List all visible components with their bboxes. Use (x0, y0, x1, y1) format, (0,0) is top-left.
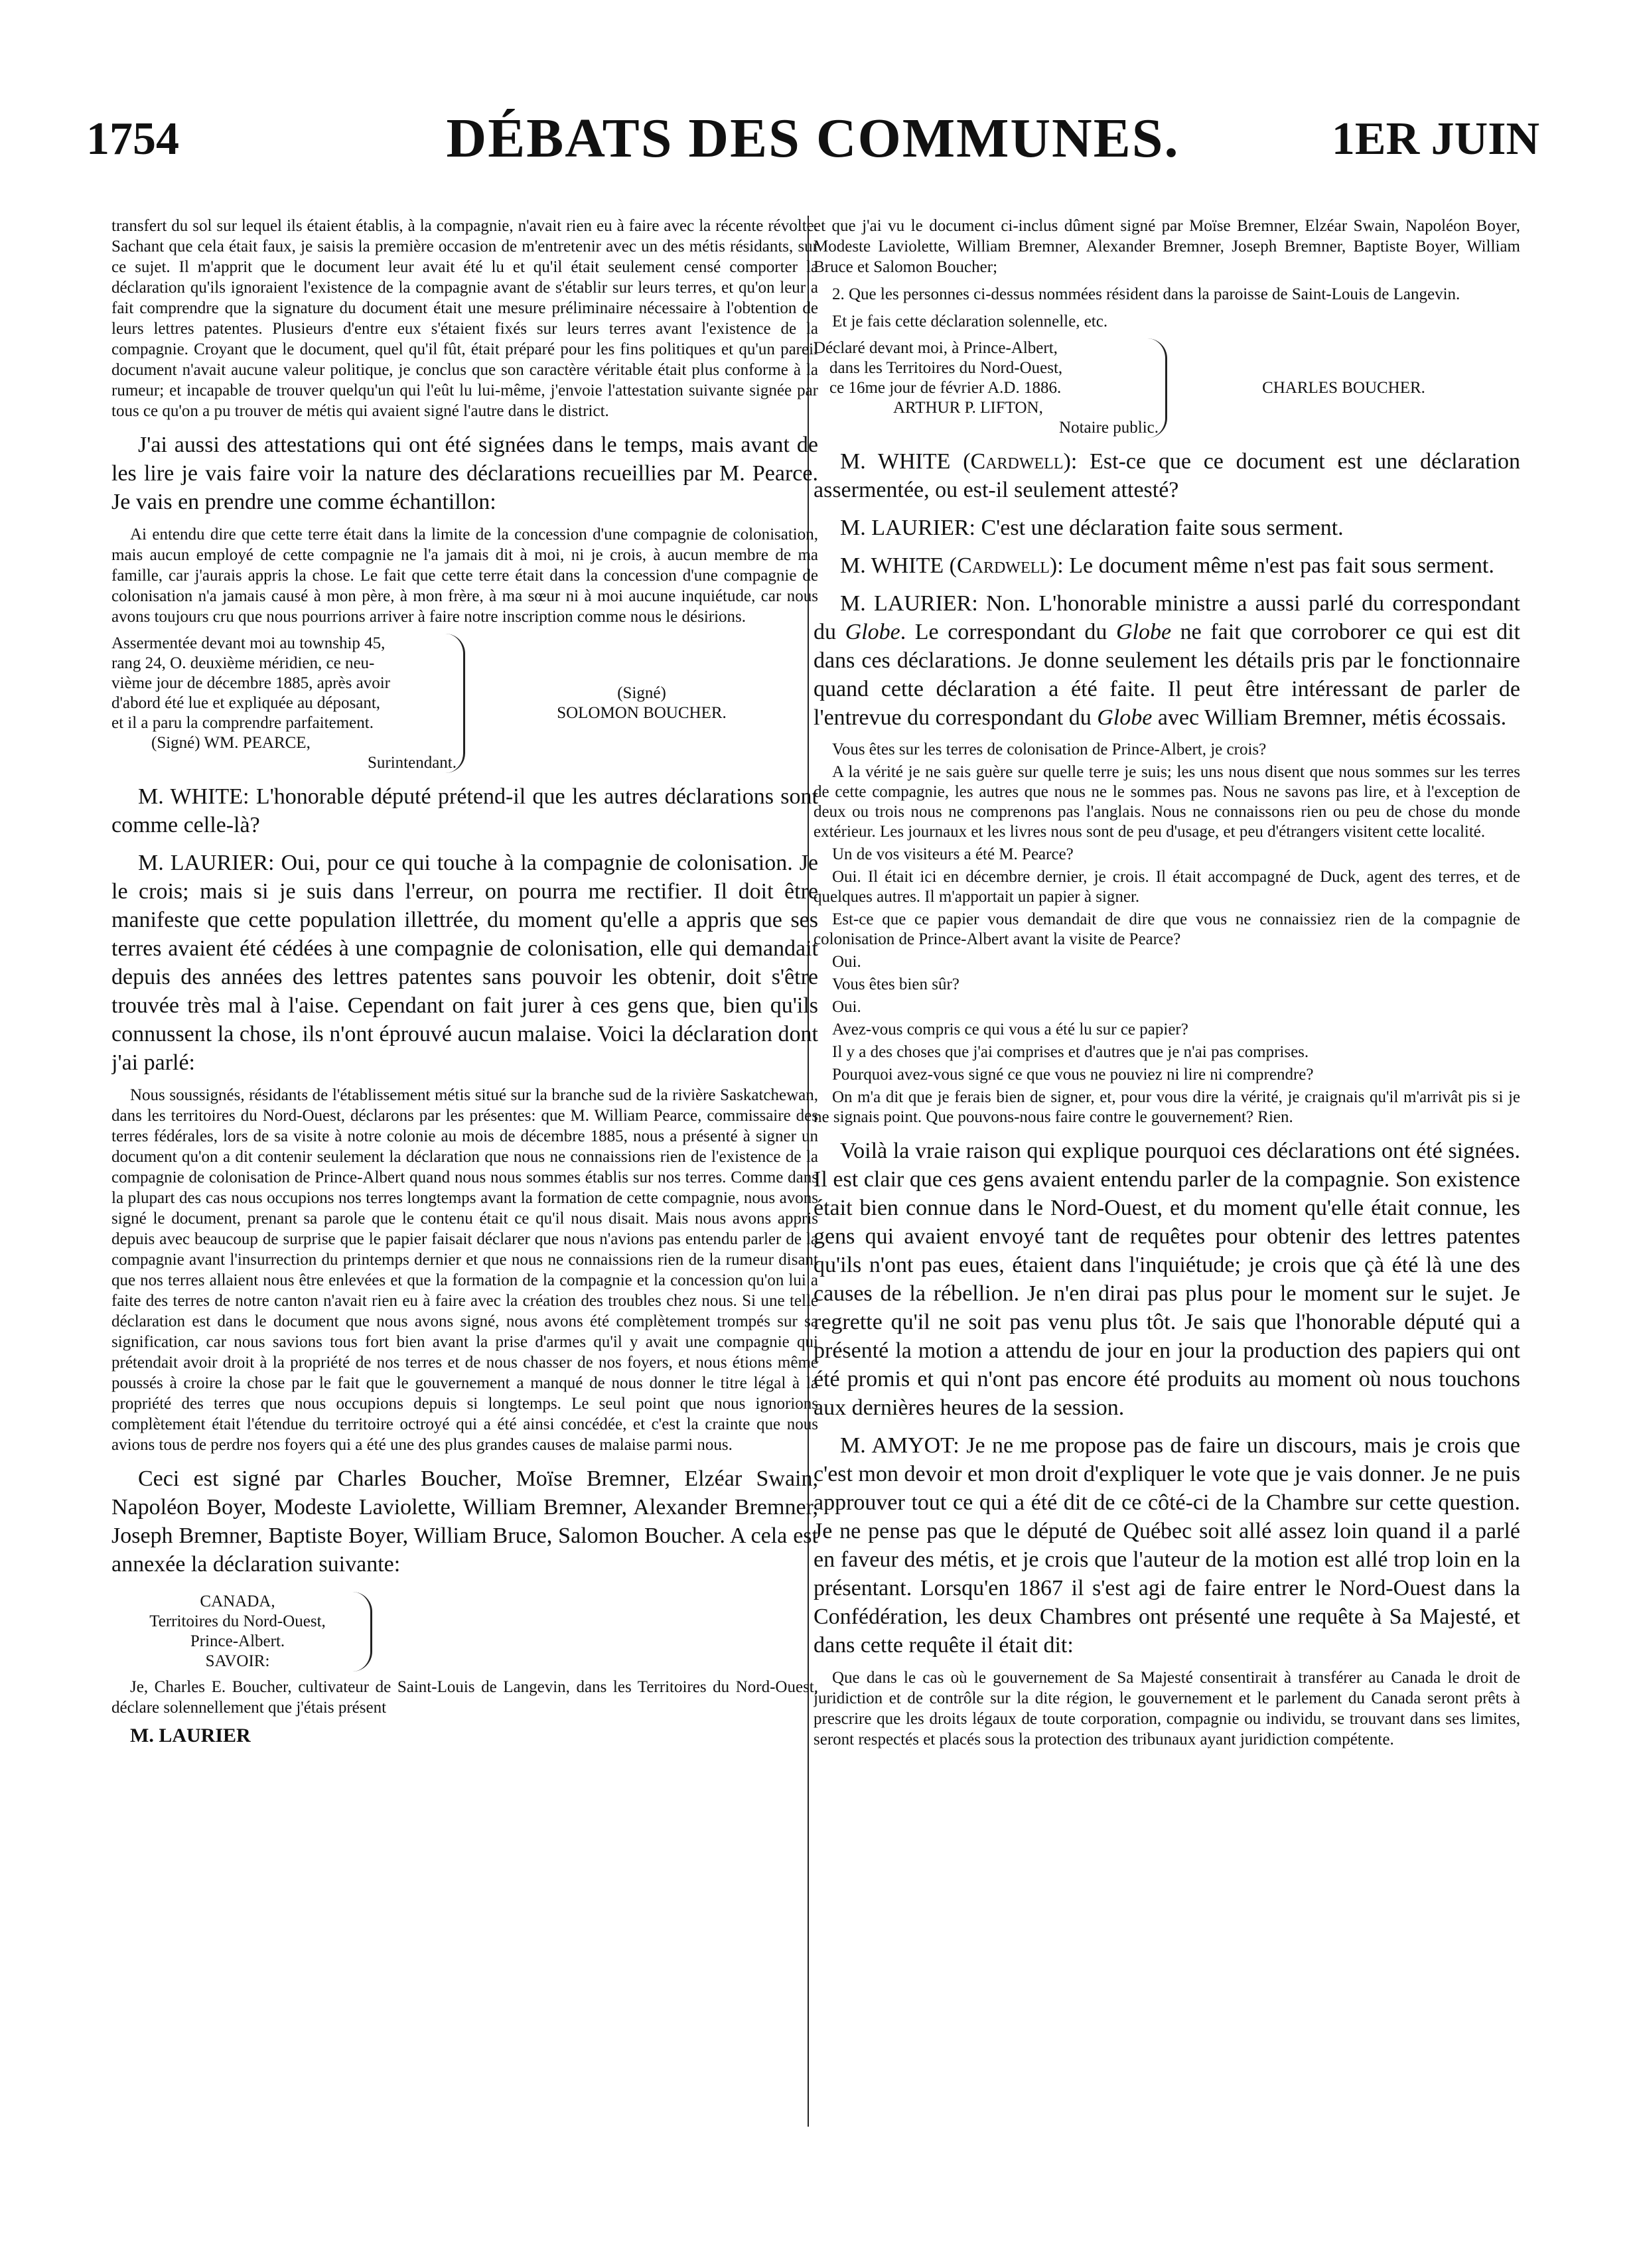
speaker-name: M. WHITE (Cardwell): (840, 449, 1078, 474)
sworn-title: Surintendant. (367, 754, 457, 772)
declared-line: Notaire public. (1059, 419, 1159, 437)
interview-answer: Oui. Il était ici en décembre dernier, je crois. Il était accompagné de Duck, agent des terres, et de quelques autres. Il m'apportait un papier à signer. (814, 868, 1520, 906)
speech-text: C'est une déclaration faite sous serment. (981, 516, 1344, 540)
declared-line: Déclaré devant moi, à Prince-Albert, (814, 339, 1058, 357)
speaker-name: M. WHITE (Cardwell): (840, 553, 1064, 578)
signature-block (111, 634, 818, 773)
newspaper-name: Globe (845, 620, 900, 644)
right-column (814, 216, 1520, 2127)
speaker-name: M. LAURIER: (138, 851, 275, 875)
declared-line: ce 16me jour de février A.D. 1886. (829, 379, 1062, 397)
speech-text: Le document même n'est pas fait sous serment. (1069, 553, 1494, 578)
interview-question: Avez-vous compris ce qui vous a été lu sur ce papier? (832, 1021, 1188, 1038)
speaker-name: M. AMYOT: (840, 1433, 960, 1458)
speech-text: Oui, pour ce qui touche à la compagnie de colonisation. Je le crois; mais si je suis dans l'erreur, on pourra me rectifier. Il doit être manifeste que cette population illettrée, du moment qu'elle a appris que ses terres avaient été cédées à une compagnie de colonisation, elle qui demandait depuis des années des lettres patentes sans pouvoir les obtenir, doit s'être trouvée très mal à l'aise. Cependant on fait jurer à ces gens que, bien qu'ils connussent la chose, ils n'ont éprouvé aucun malaise. Voici la déclaration dont j'ai parlé: (111, 851, 818, 1075)
quoted-statement: Ai entendu dire que cette terre était dans la limite de la concession d'une compagnie de colonisation, mais aucun employé de cette compagnie ne l'a jamais dit à moi, ni je crois, à aucun membre de ma famille, car j'aurais appris la chose. Le fait que cette terre était dans la concession d'une compagnie de colonisation n'a jamais causé à mon père, à mon frère, à ma sœur ni à moi aucune inquiétude, car nous avons toujours cru que nous pourrions arriver à faire notre inscription comme nous le désirions. (111, 526, 818, 626)
signature-block (814, 338, 1520, 438)
interview-question: Vous êtes bien sûr? (832, 975, 960, 993)
sworn-line: et il a paru la comprendre parfaitement. (111, 714, 374, 732)
speech-text: avec William Bremner, métis écossais. (1152, 705, 1507, 730)
interview-answer: Oui. (832, 953, 861, 971)
speech-text: Est-ce que ce document est une déclaration assermentée, ou est-il seulement attesté? (814, 449, 1520, 502)
quoted-petition: Que dans le cas où le gouvernement de Sa Majesté consentirait à transférer au Canada le droit de juridiction et de contrôle sur la dite région, le gouvernement et le parlement du Canada seront prêts à prescrire que les droits légaux de toute corporation, compagnie ou individu, se trouvant dans ses limites, seront respectés et placés sous la protection des tribunaux ayant juridiction compétente. (814, 1669, 1520, 1748)
interview-question: Un de vos visiteurs a été M. Pearce? (832, 845, 1074, 863)
speaker-name: M. LAURIER: (840, 516, 975, 540)
speech-text: Non. L'honorable ministre a aussi parlé du correspondant du (814, 591, 1520, 644)
venue-line: CANADA, (200, 1593, 275, 1610)
declared-line: ARTHUR P. LIFTON, (893, 399, 1043, 417)
speaker-name: M. LAURIER: (840, 591, 978, 616)
interview-question: Vous êtes sur les terres de colonisation de Prince-Albert, je crois? (832, 741, 1267, 758)
speech (814, 551, 1520, 580)
speech-text: Je ne me propose pas de faire un discours, mais je crois que c'est mon devoir et mon droit d'expliquer le vote que je vais donner. Je ne puis approuver tout ce qui a été dit de ce côté-ci de la Chambre sur cette question. Je ne pense pas que le député de Québec soit allé assez loin quand il a parlé en faveur des métis, et je crois que l'auteur de la motion est allé trop loin en la présentant. Lorsqu'en 1867 il s'est agi de faire entrer le Nord-Ouest dans la Confédération, les deux Chambres ont présenté une requête à Sa Majesté, et dans cette requête il était dit: (814, 1433, 1520, 1658)
interview (814, 740, 1520, 1127)
speech (111, 849, 818, 1077)
declared-before (814, 338, 1167, 438)
speech (814, 589, 1520, 732)
speech-text: . Le correspondant du (900, 620, 1116, 644)
paragraph: Et je fais cette déclaration solennelle, etc. (832, 313, 1108, 330)
declared-line: dans les Territoires du Nord-Ouest, (829, 359, 1063, 377)
signatory-name: CHARLES BOUCHER. (1262, 379, 1425, 397)
paragraph: Ceci est signé par Charles Boucher, Moïse Bremner, Elzéar Swain, Napoléon Boyer, Modeste Laviolette, William Bremner, Alexander Bremner, Joseph Bremner, Baptiste Boyer, William Bruce, Salomon Boucher. A cela est annexée la déclaration suivante: (111, 1466, 818, 1577)
paragraph: 2. Que les personnes ci-dessus nommées résident dans la paroisse de Saint-Louis de Langevin. (832, 285, 1460, 303)
newspaper-name: Globe (1097, 705, 1153, 730)
interview-answer: A la vérité je ne sais guère sur quelle terre je suis; les uns nous disent que nous sommes sur les terres de cette compagnie, les autres que nous ne le sommes pas. Nous ne savons pas lire, et à l'exception de deux ou trois nous ne comprenons pas l'anglais. Nous ne connaissons rien ou peu de chose du monde extérieur. Les journaux et les livres nous sont de peu d'usage, et peu d'étrangers visitent cette localité. (814, 763, 1520, 841)
paragraph: Je, Charles E. Boucher, cultivateur de Saint-Louis de Langevin, dans les Territoires du Nord-Ouest, déclare solennellement que j'étais présent (111, 1678, 818, 1717)
venue-line: Prince-Albert. (190, 1632, 285, 1650)
signatory (465, 683, 818, 723)
interview-answer: On m'a dit que je ferais bien de signer, et, pour vous dire la vérité, je craignais qu'il m'arrivât pis si je ne signais point. Que pouvons-nous faire contre le gouvernement? Rien. (814, 1088, 1520, 1126)
catchword: M. LAURIER (130, 1725, 251, 1746)
page-date: 1ER JUIN (1331, 113, 1539, 165)
quoted-declaration: Nous soussignés, résidants de l'établissement métis situé sur la branche sud de la rivière Saskatchewan, dans les territoires du Nord-Ouest, déclarons par les présentes: que M. William Pearce, commissaire des terres fédérales, lors de sa visite à notre colonie au mois de décembre 1885, nous a présenté à signer un document qu'on a dit contenir seulement la déclaration que nous ne connaissions rien de l'existence de la compagnie de colonisation de Prince-Albert quand nous nous sommes établis sur nos terres. Comme dans la plupart des cas nous occupions nos terres longtemps avant la formation de cette compagnie, nous avons signé le document, prenant sa parole que le contenu était ce qu'il nous disait. Mais nous avons appris depuis avec beaucoup de surprise que le papier faisait déclarer que nous n'avions pas entendu parler de la compagnie avant l'insurrection du printemps dernier et que nous ne connaissions rien de la rumeur disant que nos terres allaient nous être enlevées et que la formation de la compagnie et la concession qu'on lui a faite des terres de notre canton n'avait rien eu à faire avec la création des troubles chez nous. Si une telle déclaration est dans le document que nous avons signé, nous avons été complètement trompés sur sa signification, car nous savions tous fort bien avant la prise d'armes qu'il y avait une compagnie qui prétendait avoir droit à la propriété de nos terres et de nous chasser de nos foyers, et nous étions même poussés à croire la chose par le fait que le gouvernement a manqué de nous donner le titre légal à la propriété des terres que nous occupions depuis si longtemps. Le seul point que nous ignorions complètement était l'étendue du territoire octroyé qui a été ainsi concédée, et c'est la crainte que nous avions tous de perdre nos foyers qui a été une des plus grandes causes de malaise parmi nous. (111, 1086, 818, 1454)
interview-question: Est-ce que ce papier vous demandait de dire que vous ne connaissiez rien de la compagnie de colonisation de Prince-Albert avant la visite de Pearce? (814, 910, 1520, 948)
speech (814, 447, 1520, 504)
venue-line: Territoires du Nord-Ouest, (149, 1612, 326, 1630)
interview-question: Pourquoi avez-vous signé ce que vous ne pouviez ni lire ni comprendre? (832, 1066, 1314, 1084)
newspaper-name: Globe (1115, 620, 1172, 644)
signatory-name: SOLOMON BOUCHER. (557, 704, 727, 722)
venue-line: SAVOIR: (205, 1652, 270, 1670)
page-number: 1754 (86, 113, 179, 165)
left-column (111, 216, 818, 2127)
paragraph: J'ai aussi des attestations qui ont été signées dans le temps, mais avant de les lire je vais faire voir la nature des déclarations recueillies par M. Pearce. Je vais en prendre une comme échantillon: (111, 433, 818, 514)
sworn-line: d'abord été lue et expliquée au déposant, (111, 694, 381, 712)
sworn-before (111, 634, 465, 773)
speech (814, 1431, 1520, 1660)
speech (814, 514, 1520, 542)
sworn-line: vième jour de décembre 1885, après avoir (111, 674, 390, 692)
speaker-name: M. WHITE: (138, 784, 249, 809)
sworn-signer: (Signé) WM. PEARCE, (151, 734, 311, 752)
sworn-line: rang 24, O. deuxième méridien, ce neu- (111, 654, 375, 672)
speech-text: L'honorable député prétend-il que les autres déclarations sont comme celle-là? (111, 784, 818, 837)
sworn-line: Assermentée devant moi au township 45, (111, 634, 386, 652)
page-header (86, 100, 1539, 173)
paragraph: transfert du sol sur lequel ils étaient établis, à la compagnie, n'avait rien eu à faire avec la récente révolte. Sachant que cela était faux, je saisis la première occasion de m'entretenir avec un des métis résidants, sur ce sujet. Il m'apprit que le document leur avait été lu et qu'il était seulement censé comporter la déclaration qu'ils ignoraient l'existence de la compagnie avant de s'établir sur leurs terres, et qu'on leur a fait comprendre que la signature du document était une mesure préliminaire nécessaire à l'obtention de leurs lettres patentes. Plusieurs d'entre eux s'étaient fixés sur leurs terres avant l'existence de la compagnie. Croyant que le document, quel qu'il fût, était préparé pour les fins politiques et qu'un pareil document n'avait aucune valeur politique, je conclus que son caractère véritable était plus conforme à la rumeur; et incapable de trouver quelqu'un qui l'eût lu lui-même, j'envoie l'attestation suivante signée par tous ce qu'on a pu trouver de métis qui avaient signé l'autre dans le district. (111, 217, 818, 420)
paragraph: et que j'ai vu le document ci-inclus dûment signé par Moïse Bremner, Elzéar Swain, Napoléon Boyer, Modeste Laviolette, William Bremner, Alexander Bremner, Joseph Bremner, Baptiste Boyer, William Bruce et Salomon Boucher; (814, 217, 1520, 276)
speech-text: ne fait que corroborer ce qui est dit dans ces déclarations. Je donne seulement les détails pris par le fonctionnaire quand cette déclaration a été faite. Il peut être intéressant de parler de l'entrevue du correspondant du (814, 620, 1520, 730)
interview-answer: Il y a des choses que j'ai comprises et d'autres que je n'ai pas comprises. (832, 1043, 1309, 1061)
signed-label: (Signé) (617, 684, 666, 702)
interview-answer: Oui. (832, 998, 861, 1016)
paragraph: Voilà la vraie raison qui explique pourquoi ces déclarations ont été signées. Il est clair que ces gens avaient entendu parler de la compagnie. Son existence était bien connue dans le Nord-Ouest, et du moment qu'elle était connue, les gens qui avaient envoyé tant de requêtes pour obtenir des lettres patentes qu'ils n'ont pas eues, étaient dans l'inquiétude; je crois que çà été là une des causes de la rébellion. Je n'en dirai pas plus pour le moment sur le sujet. Je regrette qu'il ne soit pas venu plus tôt. Je sais que l'honorable député qui a présenté la motion a attendu de jour en jour la production des papiers qui ont été promis et qui n'ont pas encore été produits au moment où nous touchons aux dernières heures de la session. (814, 1139, 1520, 1420)
venue-block (111, 1592, 818, 1671)
page-title: DÉBATS DES COMMUNES. (446, 107, 1180, 169)
speech (111, 782, 818, 839)
